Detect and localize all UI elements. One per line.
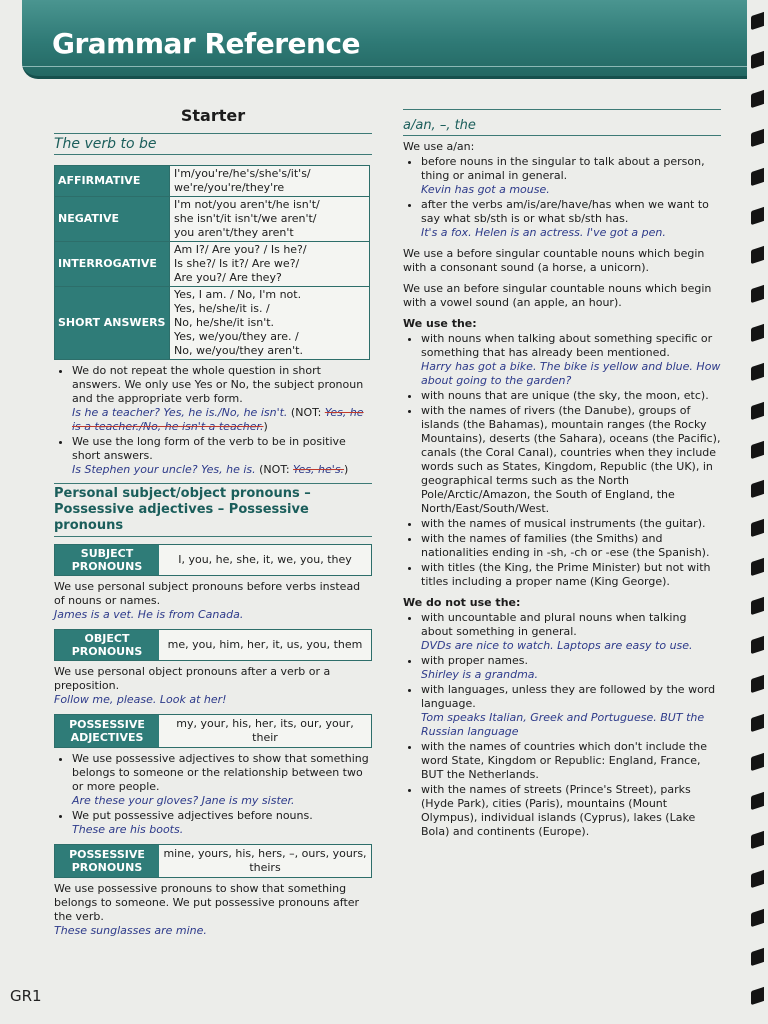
rule-text: with the names of families (the Smiths) and nationalities ending in -sh, -ch or -ese (the Spanish). (421, 532, 710, 559)
possessive-adjectives-notes (54, 752, 372, 837)
binding-ring (751, 12, 764, 30)
right-column (403, 100, 721, 840)
section-rule (403, 109, 721, 110)
note-text: We use possessive adjectives to show that something belongs to someone or the relationship between two or more people. (72, 752, 369, 793)
example-text: Is he a teacher? Yes, he is./No, he isn't. (72, 406, 288, 419)
value-line: I'm not/you aren't/he isn't/ (174, 198, 320, 211)
value-line: No, he/she/it isn't. (174, 316, 275, 329)
rule-text: with nouns that are unique (the sky, the moon, etc). (421, 389, 709, 402)
an-rule: We use an before singular countable nouns which begin with a vowel sound (an apple, an hour). (403, 282, 712, 309)
rule-text: with nouns when talking about something specific or something that has already been mentioned. (421, 332, 713, 359)
object-pronouns-rule: We use personal object pronouns after a verb or a preposition. (54, 665, 331, 692)
binding-ring (751, 948, 764, 966)
table-row (55, 197, 370, 242)
possessive-pronouns-box (54, 844, 372, 878)
list-item (72, 752, 372, 808)
struck-example: Yes, he's. (293, 463, 345, 476)
object-pronouns-example: Follow me, please. Look at her! (54, 693, 227, 706)
value-line: we're/you're/they're (174, 181, 285, 194)
list-item (421, 654, 721, 682)
list-item (72, 364, 372, 434)
list-item (421, 332, 721, 388)
possessive-pronouns-example: These sunglasses are mine. (54, 924, 207, 937)
closing-paren: ) (263, 420, 268, 433)
box-label: OBJECT PRONOUNS (55, 630, 159, 660)
binding-ring (751, 51, 764, 69)
list-item (421, 198, 721, 240)
row-label: INTERROGATIVE (55, 242, 170, 287)
closing-paren: ) (344, 463, 349, 476)
value-line: Yes, he/she/it is. / (174, 302, 270, 315)
left-column (54, 100, 372, 938)
not-label: (NOT: (259, 463, 290, 476)
binding-ring (751, 480, 764, 498)
list-item (421, 783, 721, 839)
table-row (55, 166, 370, 197)
rule-text: with the names of streets (Prince's Street), parks (Hyde Park), cities (Paris), mountains (Mount Olympus), individual islands (Cyprus), lakes (Lake Bola) and continents (Europe). (421, 783, 696, 838)
binding-ring (751, 870, 764, 888)
binding-ring (751, 207, 764, 225)
page-number: GR1 (10, 987, 42, 1005)
binding-ring (751, 792, 764, 810)
binding-ring (751, 636, 764, 654)
binding-ring (751, 675, 764, 693)
note-text: We put possessive adjectives before nouns. (72, 809, 313, 822)
rule-text: with languages, unless they are followed by the word language. (421, 683, 716, 710)
binding-ring (751, 285, 764, 303)
list-item (421, 683, 721, 739)
table-row (55, 287, 370, 360)
value-line: you aren't/they aren't (174, 226, 294, 239)
list-item (421, 561, 721, 589)
binding-ring (751, 987, 764, 1005)
section-title-articles: a/an, –, the (403, 116, 721, 136)
row-value (170, 166, 370, 197)
binding-ring (751, 831, 764, 849)
box-label: POSSESSIVE ADJECTIVES (55, 715, 159, 747)
list-item (421, 389, 721, 403)
section-title-pronouns: Personal subject/object pronouns – Possessive adjectives – Possessive pronouns (54, 483, 372, 537)
rule-text: with the names of rivers (the Danube), groups of islands (the Bahamas), mountain ranges (the Rocky Mountains), deserts (the Sahara), oceans (the Pacific), canals (the Coral Canal), countries when they include words such as States, Kingdom, Republic (the UK), in geographical terms such as the North Pole/Arctic/Amazon, the South of England, the North/East/South/West. (421, 404, 721, 515)
section-title-verb-to-be: The verb to be (54, 133, 372, 155)
rule-text: with the names of musical instruments (the guitar). (421, 517, 706, 530)
rule-text: with proper names. (421, 654, 529, 667)
example-text: It's a fox. Helen is an actress. I've got a pen. (421, 226, 666, 239)
value-line: Is she?/ Is it?/ Are we?/ (174, 257, 300, 270)
value-line: Am I?/ Are you? / Is he?/ (174, 243, 307, 256)
subject-pronouns-box (54, 544, 372, 576)
note-text: We do not repeat the whole question in short answers. We only use Yes or No, the subject pronoun and the appropriate verb form. (72, 364, 364, 405)
example-text: Tom speaks Italian, Greek and Portuguese. BUT the Russian language (421, 711, 705, 738)
value-line: No, we/you/they aren't. (174, 344, 303, 357)
value-line: I'm/you're/he's/she's/it's/ (174, 167, 311, 180)
row-label: SHORT ANSWERS (55, 287, 170, 360)
possessive-adjectives-box (54, 714, 372, 748)
value-line: Yes, I am. / No, I'm not. (174, 288, 302, 301)
rule-text: with the names of countries which don't include the word State, Kingdom or Republic: England, France, BUT the Netherlands. (421, 740, 707, 781)
box-value: I, you, he, she, it, we, you, they (159, 545, 371, 575)
not-label: (NOT: (290, 406, 322, 419)
example-text: Shirley is a grandma. (421, 668, 539, 681)
list-item (421, 532, 721, 560)
box-label: SUBJECT PRONOUNS (55, 545, 159, 575)
struck-example: Yes, he is a teacher./No, he isn't a teacher. (72, 406, 364, 433)
a-an-list (403, 155, 721, 240)
binding-ring (751, 402, 764, 420)
row-label: NEGATIVE (55, 197, 170, 242)
spiral-binding (744, 0, 768, 1024)
binding-ring (751, 714, 764, 732)
binding-ring (751, 909, 764, 927)
table-row (55, 242, 370, 287)
binding-ring (751, 441, 764, 459)
value-line: Are you?/ Are they? (174, 271, 282, 284)
example-text: Is Stephen your uncle? Yes, he is. (72, 463, 256, 476)
section-heading-starter: Starter (180, 106, 246, 125)
verb-to-be-notes (54, 364, 372, 477)
rule-text: with uncountable and plural nouns when talking about something in general. (421, 611, 687, 638)
row-value (170, 287, 370, 360)
no-the-list (403, 611, 721, 839)
row-label: AFFIRMATIVE (55, 166, 170, 197)
list-item (421, 155, 721, 197)
binding-ring (751, 324, 764, 342)
header-rule (22, 66, 747, 67)
subject-pronouns-rule: We use personal subject pronouns before verbs instead of nouns or names. (54, 580, 361, 607)
example-text: DVDs are nice to watch. Laptops are easy to use. (421, 639, 693, 652)
binding-ring (751, 597, 764, 615)
header-banner (22, 0, 747, 79)
list-item (421, 517, 721, 531)
verb-to-be-table (54, 165, 370, 360)
list-item (421, 611, 721, 653)
page-title: Grammar Reference (52, 27, 361, 60)
binding-ring (751, 519, 764, 537)
list-item (421, 404, 721, 516)
the-list (403, 332, 721, 589)
binding-ring (751, 246, 764, 264)
row-value (170, 242, 370, 287)
rule-text: after the verbs am/is/are/have/has when we want to say what sb/sth is or what sb/sth has. (421, 198, 709, 225)
rule-text: with titles (the King, the Prime Minister) but not with titles including a proper name (King George). (421, 561, 711, 588)
row-value (170, 197, 370, 242)
list-item (72, 809, 372, 837)
box-value: mine, yours, his, hers, –, ours, yours, theirs (159, 845, 371, 877)
binding-ring (751, 90, 764, 108)
binding-ring (751, 363, 764, 381)
rule-text: before nouns in the singular to talk about a person, thing or animal in general. (421, 155, 705, 182)
example-text: Harry has got a bike. The bike is yellow and blue. How about going to the garden? (421, 360, 721, 387)
no-the-heading: We do not use the: (403, 596, 521, 609)
a-rule: We use a before singular countable nouns which begin with a consonant sound (a horse, a unicorn). (403, 247, 705, 274)
list-item (72, 435, 372, 477)
example-text: Are these your gloves? Jane is my sister. (72, 794, 295, 807)
object-pronouns-box (54, 629, 372, 661)
example-text: These are his boots. (72, 823, 184, 836)
binding-ring (751, 558, 764, 576)
note-text: We use the long form of the verb to be in positive short answers. (72, 435, 346, 462)
binding-ring (751, 753, 764, 771)
list-item (421, 740, 721, 782)
value-line: Yes, we/you/they are. / (174, 330, 299, 343)
value-line: she isn't/it isn't/we aren't/ (174, 212, 317, 225)
possessive-pronouns-rule: We use possessive pronouns to show that something belongs to someone. We put possessive pronouns after the verb. (54, 882, 360, 923)
example-text: Kevin has got a mouse. (421, 183, 550, 196)
box-label: POSSESSIVE PRONOUNS (55, 845, 159, 877)
binding-ring (751, 129, 764, 147)
use-the-heading: We use the: (403, 317, 477, 330)
use-a-an-heading: We use a/an: (403, 140, 475, 153)
box-value: me, you, him, her, it, us, you, them (159, 630, 371, 660)
binding-ring (751, 168, 764, 186)
subject-pronouns-example: James is a vet. He is from Canada. (54, 608, 244, 621)
box-value: my, your, his, her, its, our, your, their (159, 715, 371, 747)
